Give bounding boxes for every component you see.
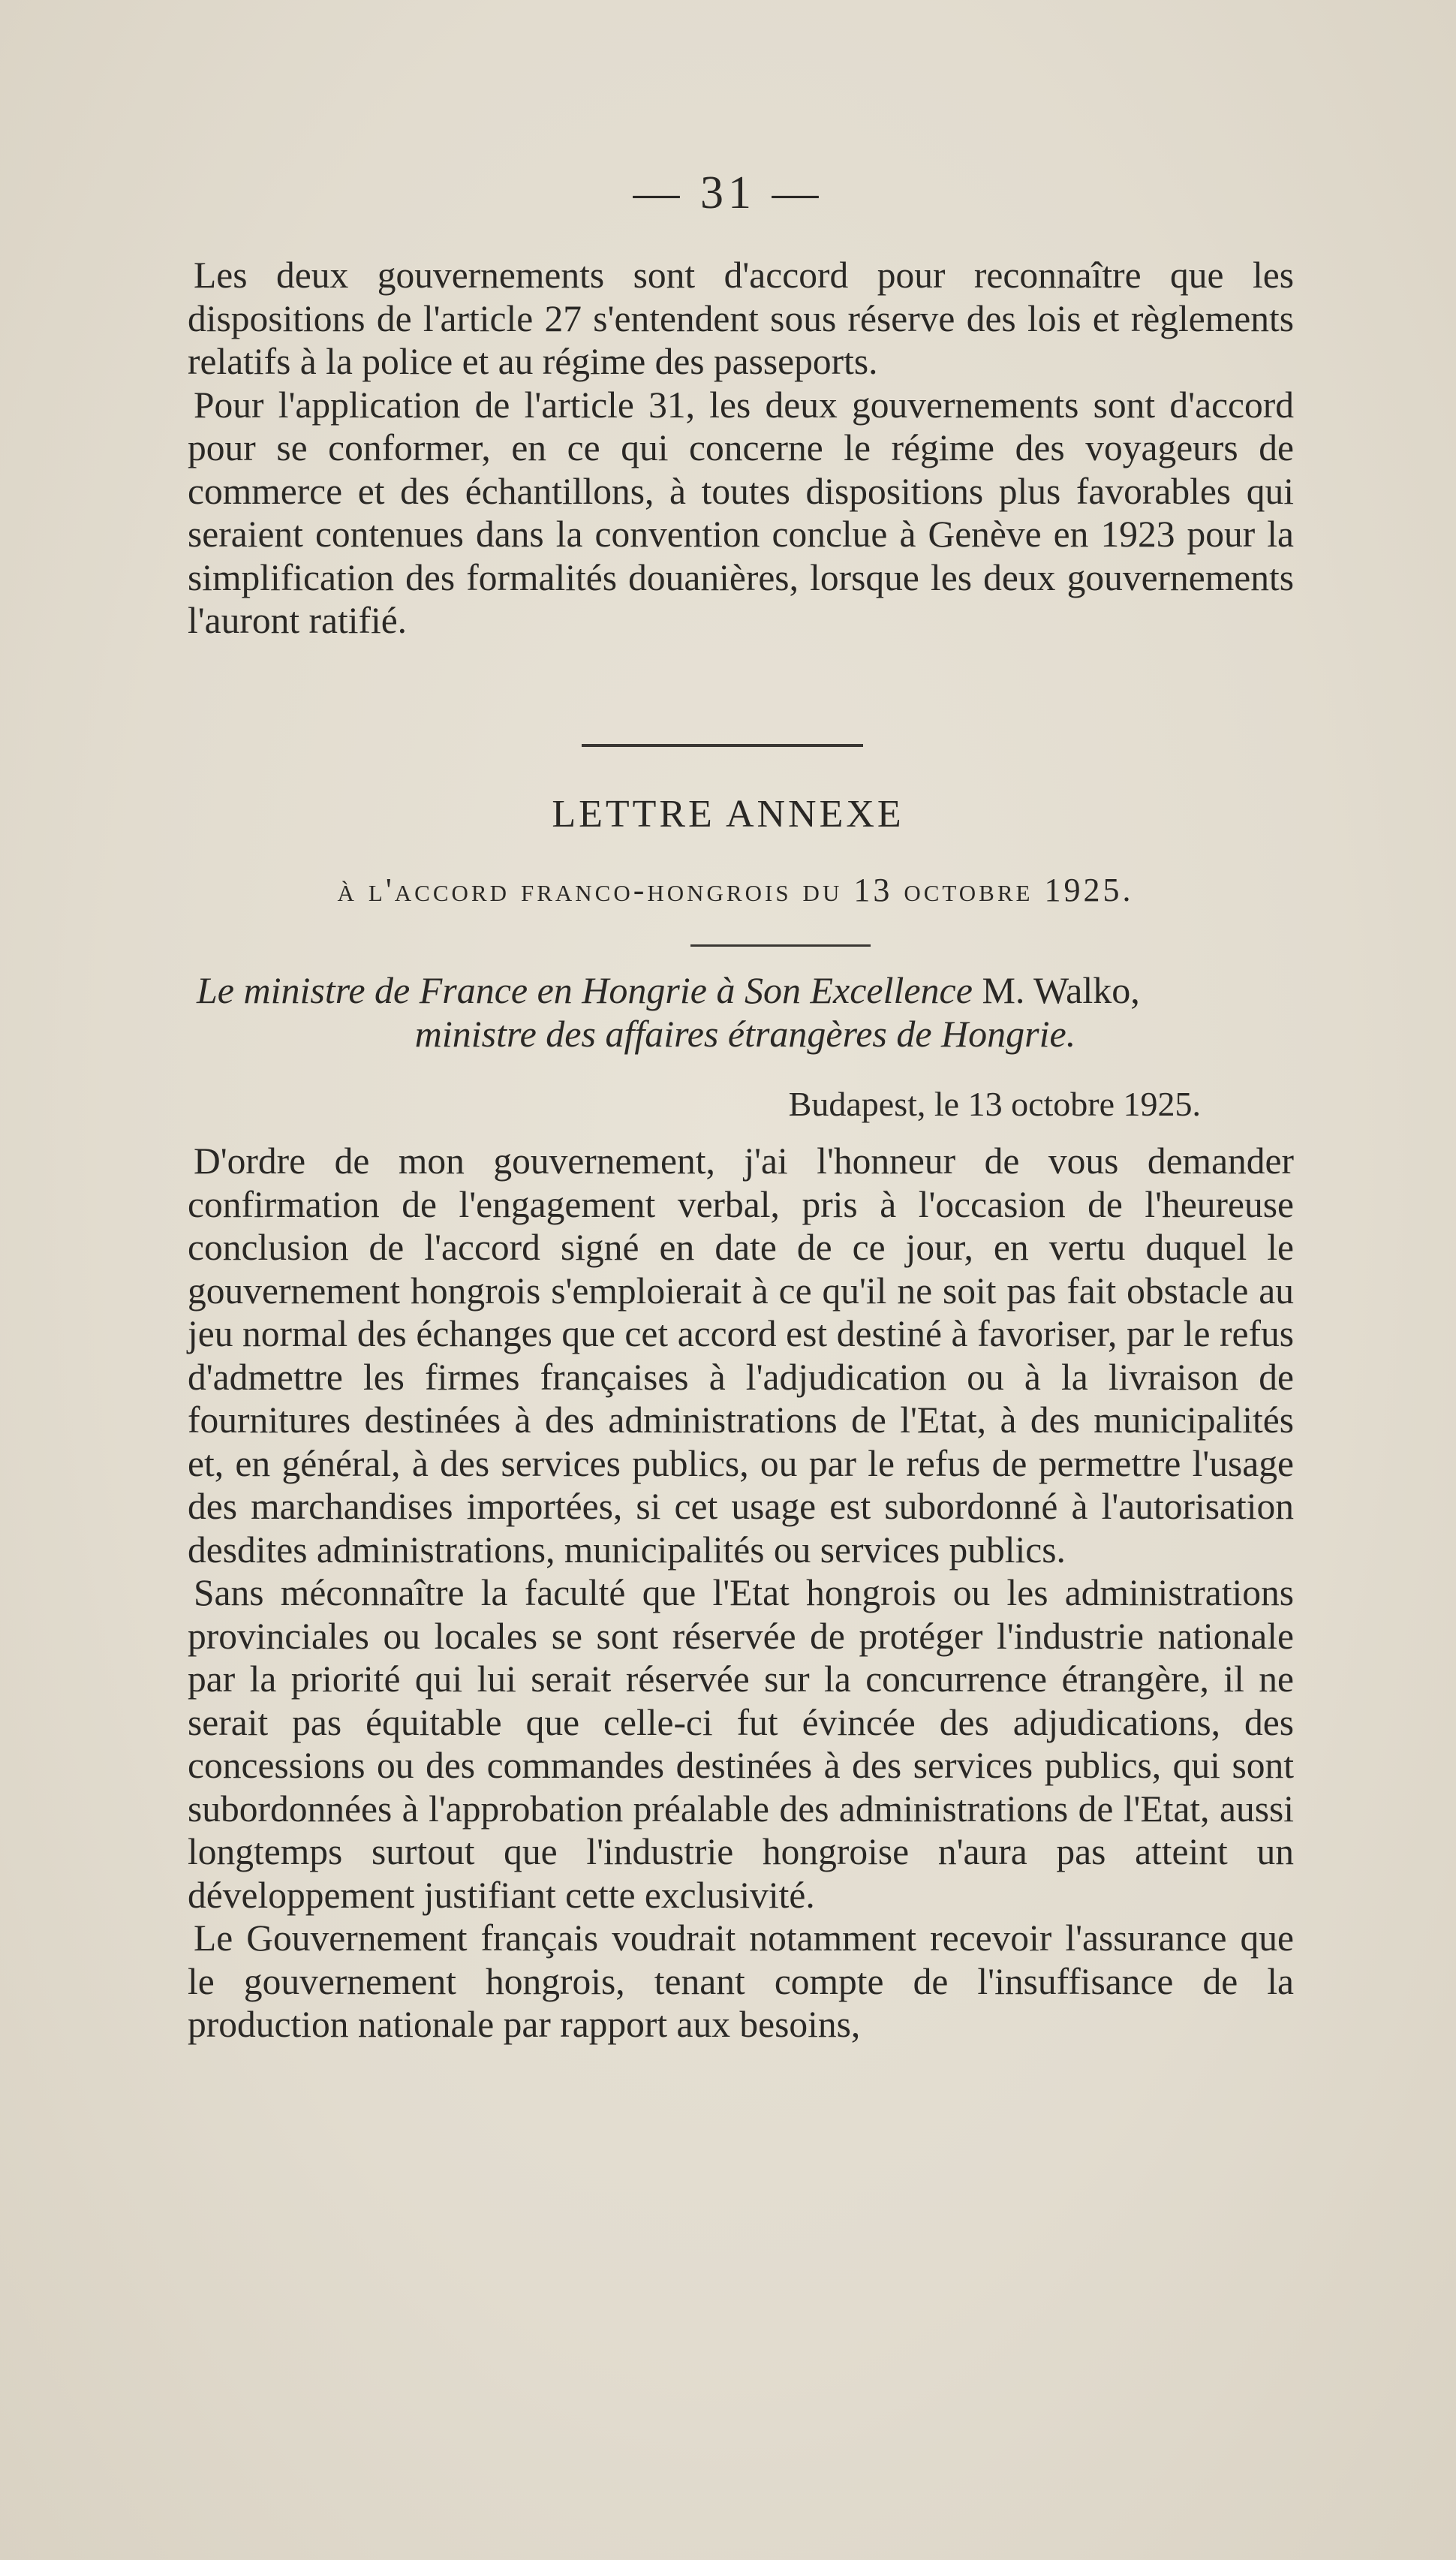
- top-text-block: [188, 254, 1294, 643]
- address-line-1: [197, 968, 1294, 1012]
- dateline: Budapest, le 13 octobre 1925.: [788, 1085, 1201, 1123]
- annex-subtitle: à l'accord franco-hongrois du 13 octobre 1925.: [337, 872, 1134, 908]
- address-sender: Le ministre de France en Hongrie à Son Excellence: [197, 969, 973, 1011]
- letter-paragraph-1: D'ordre de mon gouvernement, j'ai l'honneur de vous demander confirmation de l'engagement verbal, pris à l'occasion de l'heureuse conclusion de l'accord signé en date de ce jour, en vertu duquel le gouvernement hongrois s'emploierait à ce qu'il ne soit pas fait obstacle au jeu normal des échanges que cet accord est destiné à favoriser, par le refus d'admettre les firmes françaises à l'adjudication ou à la livraison de fournitures destinées à des administrations de l'Etat, à des municipalités et, en général, à des services publics, ou par le refus de permettre l'usage des marchandises importées, si cet usage est subordonné à l'autorisation desdites administrations, municipalités ou services publics.: [188, 1140, 1294, 1571]
- letter-body: [188, 1140, 1294, 2046]
- section-divider: [582, 744, 863, 747]
- letter-address: [197, 968, 1294, 1056]
- letter-paragraph-3: Le Gouvernement français voudrait notamment recevoir l'assurance que le gouvernement hongrois, tenant compte de l'insuffisance de la production nationale par rapport aux besoins,: [188, 1917, 1294, 2045]
- paragraph-article-27: Les deux gouvernements sont d'accord pour reconnaître que les dispositions de l'article 27 s'entendent sous réserve des lois et règlements relatifs à la police et au régime des passeports.: [188, 254, 1294, 382]
- letter-paragraph-2: Sans méconnaître la faculté que l'Etat hongrois ou les administrations provinciales ou locales se sont réservée de protéger l'industrie nationale par la priorité qui lui serait réservée sur la concurrence étrangère, il ne serait pas équitable que celle-ci fut évincée des adjudications, des concessions ou des commandes destinées à des services publics, qui sont subordonnées à l'approbation préalable des administrations de l'Etat, aussi longtemps surtout que l'industrie hongroise n'aura pas atteint un développement justifiant cette exclusivité.: [188, 1572, 1294, 1916]
- paragraph-article-31: Pour l'application de l'article 31, les deux gouvernements sont d'accord pour se conformer, en ce qui concerne le régime des voyageurs de commerce et des échantillons, à toutes dispositions plus favorables qui seraient contenues dans la convention conclue à Genève en 1923 pour la simplification des formalités douanières, lorsque les deux gouvernements l'auront ratifié.: [188, 384, 1294, 641]
- address-recipient-name: M. Walko,: [972, 969, 1140, 1011]
- subtitle-divider: [690, 944, 871, 947]
- annex-title: LETTRE ANNEXE: [552, 793, 904, 836]
- page-number: — 31 —: [633, 167, 823, 218]
- address-line-2: ministre des affaires étrangères de Hongrie.: [414, 1013, 1076, 1055]
